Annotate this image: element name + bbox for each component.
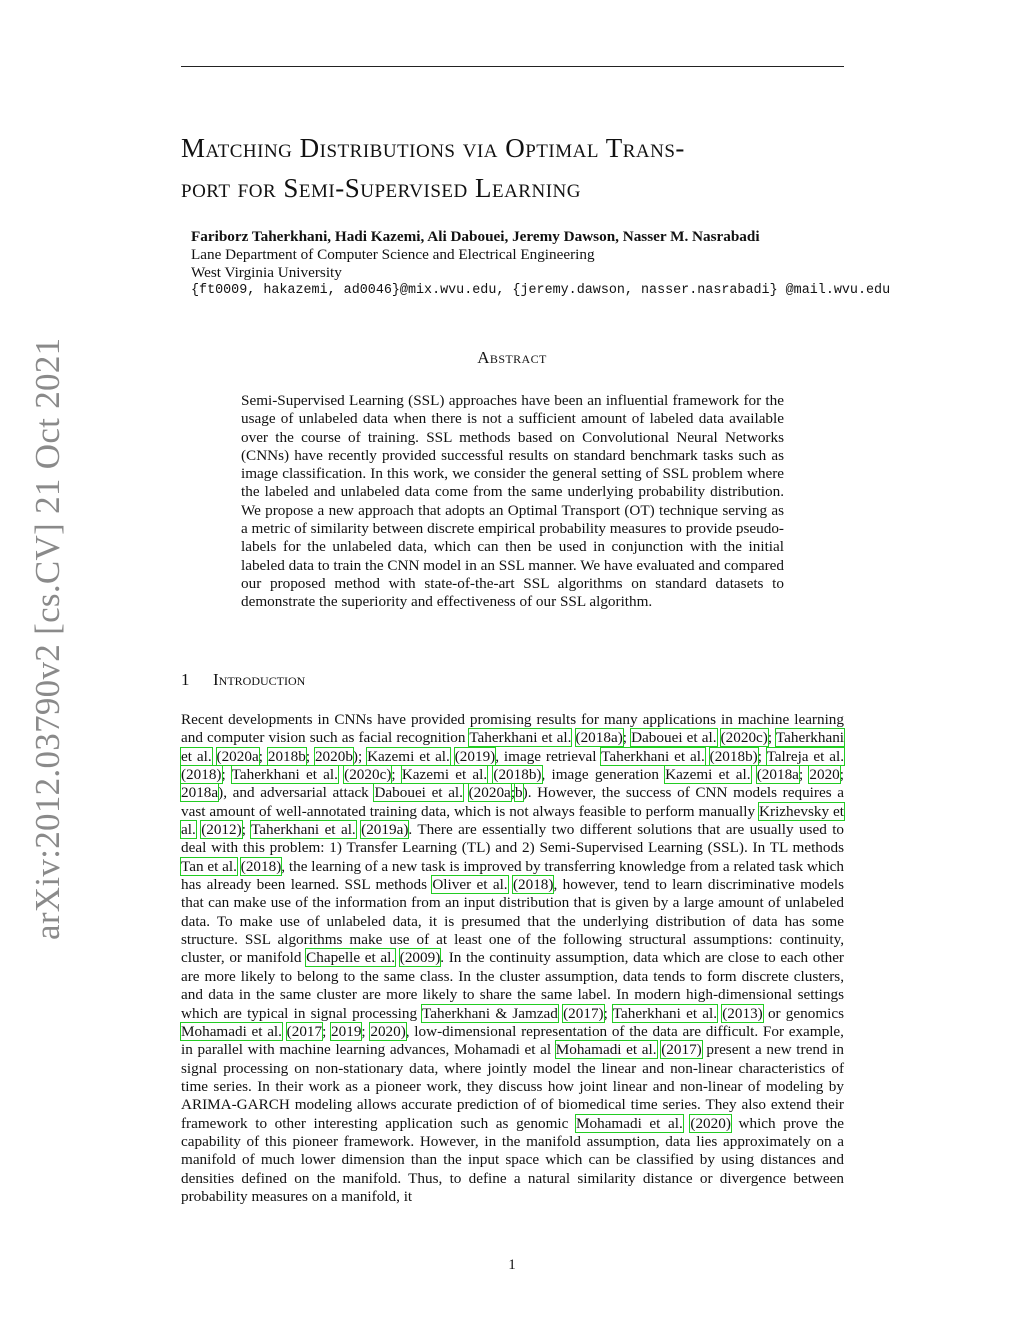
- citation-link[interactable]: Taherkhani et al.: [612, 1004, 718, 1022]
- top-rule: [181, 66, 844, 67]
- citation-link[interactable]: Taherkhani et al.: [181, 729, 845, 765]
- body-text-run: [717, 729, 721, 746]
- citation-link[interactable]: (2020a: [216, 747, 259, 765]
- body-text-run: , and adversarial attack: [223, 784, 375, 802]
- body-text-run: which prove the capability of this pioneer framework. However, in the manifold assumption, data lies approximately on a manifold of much lower dimension than the input space which can be classified by using distances and densities defined on the manifold. Thus, to define a natural similarity distance or divergence between probability measures on a manifold, it: [181, 1114, 845, 1205]
- citation-link[interactable]: 2018b: [267, 747, 306, 765]
- citation-link[interactable]: (2017): [563, 1004, 604, 1022]
- citation-link[interactable]: Taherkhani et al.: [469, 729, 572, 747]
- body-text-run: ;: [322, 1022, 332, 1040]
- body-text-run: ;: [391, 766, 402, 784]
- citation-link[interactable]: Taherkhani et al.: [231, 766, 338, 784]
- body-text-run: ;: [757, 747, 767, 765]
- citation-link[interactable]: Taherkhani & Jamzad: [422, 1004, 558, 1022]
- body-text-run: [751, 766, 757, 783]
- title-line-1: Matching Distributions via Optimal Trans-: [181, 133, 685, 163]
- citation-link[interactable]: 2020): [370, 1022, 406, 1040]
- citation-link[interactable]: (2009): [399, 949, 441, 967]
- body-text-run: ;: [603, 1004, 613, 1022]
- body-text-run: ;: [305, 747, 315, 765]
- body-text-run: , image retrieval: [495, 747, 602, 765]
- section-heading-introduction: [181, 670, 305, 690]
- citation-link[interactable]: 2020: [809, 766, 840, 784]
- citation-link[interactable]: (2012): [201, 821, 242, 839]
- citation-link[interactable]: (2017): [661, 1041, 702, 1059]
- abstract-heading: Abstract: [477, 348, 547, 367]
- citation-link[interactable]: (2019): [454, 747, 496, 765]
- body-text-run: ;: [767, 729, 776, 747]
- body-text-run: ;: [357, 747, 368, 765]
- citation-link[interactable]: (2018): [512, 876, 554, 894]
- citation-link[interactable]: (2018a): [575, 729, 623, 747]
- author-list: Fariborz Taherkhani, Hadi Kazemi, Ali Dabouei, Jeremy Dawson, Nasser M. Nasrabadi: [191, 228, 760, 245]
- citation-link[interactable]: Taherkhani et al.: [251, 821, 356, 839]
- affiliation-department: Lane Department of Computer Science and Electrical Engineering: [191, 246, 595, 263]
- citation-link[interactable]: 2019: [331, 1022, 362, 1040]
- author-emails[interactable]: {ft0009, hakazemi, ad0046}@mix.wvu.edu, {jeremy.dawson, nasser.nasrabadi} @mail.wvu.edu: [191, 283, 891, 298]
- body-text-run: [463, 784, 469, 801]
- body-text-run: ): [522, 784, 528, 802]
- citation-link[interactable]: Kazemi et al.: [367, 747, 450, 765]
- body-text-run: ;: [241, 821, 252, 839]
- citation-link[interactable]: Mohamadi et al.: [555, 1041, 657, 1059]
- arxiv-identifier[interactable]: arXiv:2012.03790v2 [cs.CV] 21 Oct 2021: [28, 337, 67, 940]
- body-text-run: ;: [361, 1022, 371, 1040]
- citation-link[interactable]: (2018): [181, 766, 222, 784]
- body-text-run: ;: [510, 784, 516, 802]
- body-text-run: , low-dimensional representation of the data are difficult. For example, in parallel with machine learning advances, Mohamadi et al: [181, 1022, 844, 1059]
- body-text-run: ;: [221, 766, 232, 784]
- body-text-run: , the learning of a new task is improved by transferring knowledge from a related task which has already been learned. SSL methods: [181, 857, 845, 894]
- page-number: 1: [508, 1257, 516, 1273]
- citation-link[interactable]: (2018b): [493, 766, 542, 784]
- citation-link[interactable]: Chapelle et al.: [306, 949, 396, 967]
- citation-link[interactable]: Mohamadi et al.: [576, 1114, 683, 1132]
- body-text-run: ): [218, 784, 224, 802]
- citation-link[interactable]: (2018b): [709, 747, 758, 765]
- citation-link[interactable]: (2020c): [344, 766, 392, 784]
- paper-title: [181, 128, 844, 208]
- citation-link[interactable]: Oliver et al.: [432, 876, 508, 894]
- affiliation-university: West Virginia University: [191, 264, 342, 281]
- citation-link[interactable]: b: [515, 784, 523, 802]
- body-text-run: [705, 748, 710, 765]
- body-text-run: or genomics: [762, 1004, 845, 1022]
- body-text-run: . There are essentially two different solutions that are usually used to deal with this problem: 1) Transfer Learning (TL) and 2) Semi-Supervised Learning (SSL). In TL methods: [181, 821, 845, 857]
- body-text-run: ;: [839, 766, 844, 784]
- introduction-paragraph: [181, 711, 844, 1206]
- body-text-run: [282, 1023, 287, 1040]
- body-text-run: [450, 748, 455, 765]
- citation-link[interactable]: Kazemi et al.: [665, 766, 751, 784]
- section-title: Introduction: [213, 670, 306, 689]
- body-text-run: , however, tend to learn discriminative models that can make use of the information from an input distribution that is given by a large amount of unlabeled data. To make use of unlabeled data, it is presumed that the underlying distribution of data has some structure. SSL algorithms make use of at least one of the following structural assumptions: continuity, cluster, or manifold: [181, 876, 844, 967]
- citation-link[interactable]: Mohamadi et al.: [181, 1022, 282, 1040]
- citation-link[interactable]: (2018): [240, 857, 282, 875]
- citation-link[interactable]: (2017: [286, 1022, 323, 1040]
- citation-link[interactable]: Taherkhani et al.: [601, 747, 705, 765]
- body-text-run: ;: [622, 729, 632, 747]
- body-text-run: [571, 729, 575, 746]
- citation-link[interactable]: 2020b: [314, 747, 353, 765]
- citation-link[interactable]: (2020): [690, 1114, 731, 1132]
- citation-link[interactable]: (2020a: [468, 784, 511, 802]
- citation-link[interactable]: Talreja et al.: [766, 747, 845, 765]
- body-text-run: , image generation: [541, 766, 666, 784]
- citation-link[interactable]: Tan et al.: [181, 857, 237, 875]
- citation-link[interactable]: (2019a): [361, 821, 409, 839]
- body-text-run: ): [352, 747, 358, 765]
- body-text-run: present a new trend in signal processing on non-stationary data, where jointly model the linear and non-linear characteristics of time series. In their work as a pioneer work, they discuss how joint linear and non-linear of modeling by ARIMA-GARCH modeling allows accurate prediction of of biomedical time series. They also extend their framework to other interesting application such as genomic: [181, 1041, 844, 1132]
- body-text-run: [212, 748, 217, 765]
- citation-link[interactable]: (2013): [722, 1004, 763, 1022]
- citation-link[interactable]: Dabouei et al.: [631, 729, 717, 747]
- abstract-text: Semi-Supervised Learning (SSL) approaches have been an influential framework for the usage of unlabeled data when there is not a sufficient amount of labeled data available over the course of training. SSL methods based on Convolutional Neural Networks (CNNs) have recently provided successful results on standard benchmark tasks such as image classification. In this work, we consider the general setting of SSL problem where the labeled and unlabeled data come from the same underlying probability distribution. We propose a new approach that adopts an Optimal Transport (OT) technique serving as a metric of similarity between discrete empirical probability measures to provide pseudo-labels for the unlabeled data, which can then be used in conjunction with the initial labeled data to train the CNN model in an SSL manner. We have evaluated and compared our proposed method with state-of-the-art SSL algorithms on standard datasets to demonstrate the superiority and effectiveness of our SSL algorithm.: [241, 392, 784, 611]
- body-text-run: ;: [258, 747, 268, 765]
- citation-link[interactable]: (2018a: [756, 766, 799, 784]
- body-text-run: . In the continuity assumption, data which are close to each other are more likely to belong to the same class. In the cluster assumption, data tends to form discrete clusters, and data in the same cluster are more likely to share the same label. In modern high-dimensional settings which are typical in signal processing: [181, 949, 844, 1022]
- citation-link[interactable]: Dabouei et al.: [374, 784, 463, 802]
- citation-link[interactable]: (2020c): [720, 729, 768, 747]
- citation-link[interactable]: 2018a: [181, 784, 219, 802]
- title-line-2: port for Semi-Supervised Learning: [181, 173, 581, 203]
- citation-link[interactable]: Kazemi et al.: [401, 766, 488, 784]
- body-text-run: ;: [798, 766, 810, 784]
- body-text-run: Recent developments in CNNs have provided promising results for many applications in machine learning and computer vision such as facial recognition: [181, 711, 844, 747]
- section-number: 1: [181, 670, 190, 689]
- body-text-run: . However, the success of CNN models requires a vast amount of well-annotated training data, which is not always feasible to perform manually: [181, 784, 845, 820]
- citation-link[interactable]: Krizhevsky et al.: [181, 802, 844, 839]
